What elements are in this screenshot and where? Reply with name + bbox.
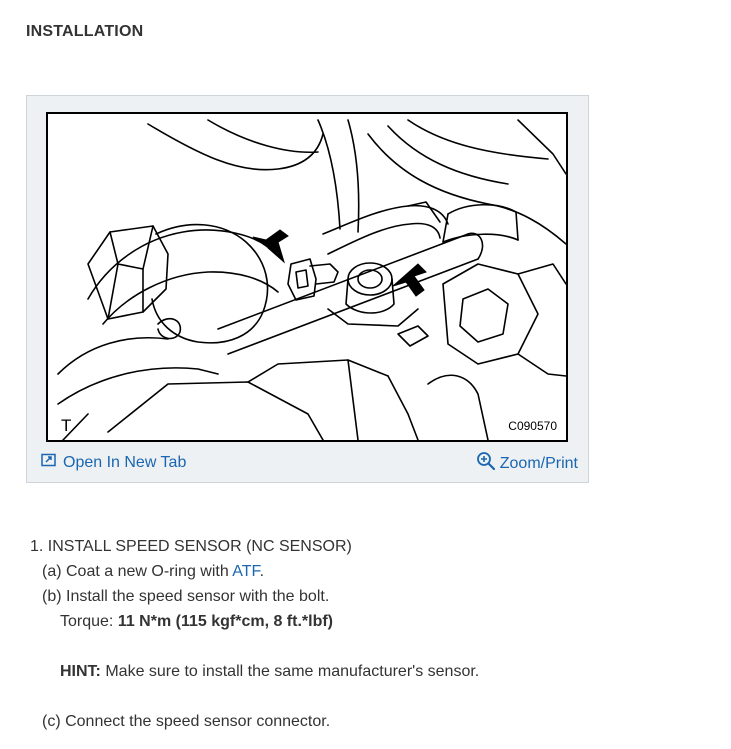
step-1-title: 1. INSTALL SPEED SENSOR (NC SENSOR) [30,538,352,555]
hint-text: Make sure to install the same manufacturer's sensor. [100,663,480,680]
atf-link[interactable]: ATF [232,563,260,580]
figure-view-letter: T [61,416,72,435]
torque-spec [30,609,710,634]
zoom-icon [476,451,496,476]
hint [30,659,710,684]
figure-code: C090570 [508,419,557,433]
step-a-text: (a) Coat a new O-ring with [42,563,233,580]
zoom-print-link[interactable] [476,451,578,476]
open-new-tab-icon [41,453,57,472]
figure-toolbar [27,448,588,478]
torque-label: Torque: [60,613,118,630]
step-b: (b) Install the speed sensor with the bolt. [42,588,330,605]
section-heading: INSTALLATION [26,23,144,40]
torque-value: 11 N*m (115 kgf*cm, 8 ft.*lbf) [117,613,333,630]
hint-label: HINT: [60,663,101,680]
figure-illustration [46,112,568,442]
step-c: (c) Connect the speed sensor connector. [42,713,331,730]
step-a [30,559,710,584]
procedure-steps [30,534,710,734]
speed-sensor-diagram [48,114,566,440]
open-in-new-tab-label: Open In New Tab [63,453,187,471]
zoom-print-label: Zoom/Print [499,454,578,472]
open-in-new-tab-link[interactable] [41,453,186,472]
step-a-suffix: . [259,563,265,580]
figure-panel [26,95,589,483]
